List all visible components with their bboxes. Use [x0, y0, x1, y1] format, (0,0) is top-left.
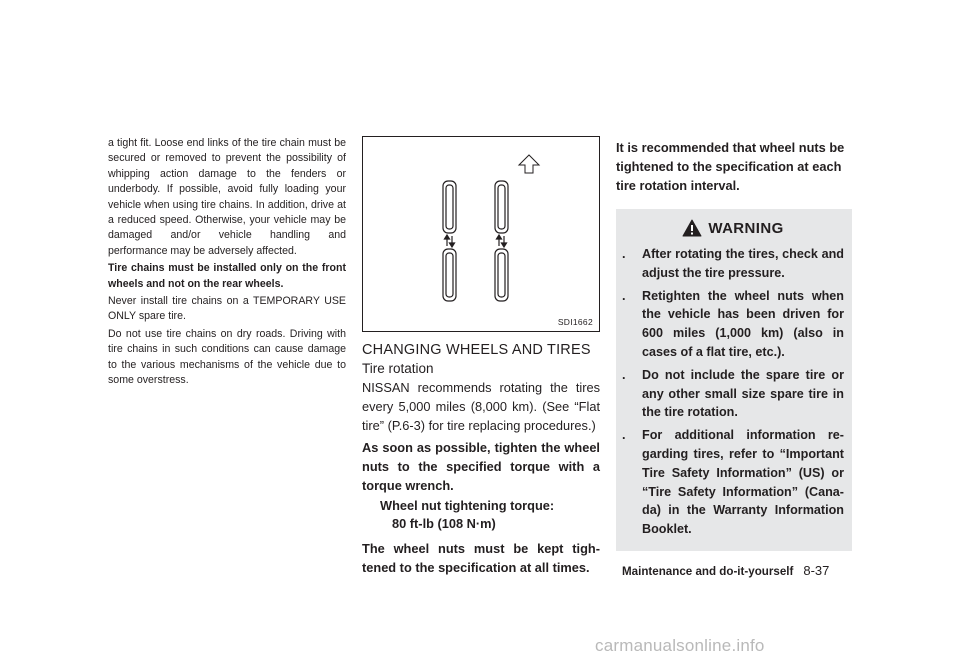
bullet: . [622, 428, 626, 443]
front-arrow-icon [519, 155, 539, 173]
front-wheels-warning: Tire chains must be installed only on the front wheels and not on the rear wheels. [108, 262, 346, 290]
watermark: carmanualsonline.info [595, 636, 765, 655]
warning-item-text: Retighten the wheel nuts when the vehicle has been driven for 600 miles (1,000 km) (also in cases of a flat tire, etc.). [642, 288, 844, 359]
warning-item-text: For additional information re-garding tires, refer to “Important Tire Safety Information” (US) or “Tire Safety Information” (Cana-da) in the Warranty Information Booklet. [642, 428, 844, 537]
tire-rotation-diagram [363, 137, 599, 331]
torque-label: Wheel nut tightening torque: [380, 498, 555, 514]
bullet: . [622, 247, 626, 261]
footer-section-name: Maintenance and do-it-yourself [622, 565, 794, 578]
warning-triangle-icon [682, 219, 702, 237]
tire-rotation-figure [362, 136, 600, 332]
chain-fit-paragraph: a tight fit. Loose end links of the tire chain must be secured or removed to prevent the possibility of whipping action damage to the fenders or underbody. If possible, avoid fully loading your vehicle when using tire chains. In addition, drive at a reduced speed. Otherwise, your vehicle may be damaged and/or vehicle handling and performance may be adversely affected. [108, 137, 346, 257]
swap-arrows-icon [445, 235, 507, 247]
page-number: 8-37 [803, 563, 830, 578]
rotation-recommendation: NISSAN recommends rotating the tires every 5,000 miles (8,000 km). (See “Flat tire” (P.6-3) for tire replacing procedures.) [362, 380, 600, 434]
warning-item [622, 245, 844, 283]
left-column [108, 136, 346, 391]
right-column [616, 138, 852, 551]
warning-item [622, 287, 844, 362]
interval-recommendation: It is recommended that wheel nuts be tightened to the specification at each tire rotation interval. [616, 140, 845, 193]
page-footer [622, 563, 829, 578]
middle-column [362, 136, 600, 580]
warning-header [622, 219, 844, 237]
warning-item-text: Do not include the spare tire or any other small size spare tire in the tire rotation. [642, 367, 844, 420]
bullet: . [622, 288, 626, 303]
spare-tire-note: Never install tire chains on a TEMPORARY USE ONLY spare tire. [108, 295, 346, 323]
tighten-instruction: As soon as possible, tighten the wheel nuts to the specified torque with a torque wrench. [362, 439, 600, 494]
warning-item [622, 366, 844, 422]
dry-roads-note: Do not use tire chains on dry roads. Driving with tire chains in such conditions can cause damage to the various mechanisms of the vehicle due to some overstress. [108, 327, 346, 387]
torque-value: 80 ft-lb (108 N·m) [392, 516, 496, 532]
section-title: CHANGING WHEELS AND TIRES [362, 342, 591, 358]
bullet: . [622, 367, 626, 382]
figure-code: SDI1662 [557, 317, 593, 327]
warning-item-text: After rotating the tires, check and adjust the tire pressure. [642, 247, 844, 280]
keep-tightened-note: The wheel nuts must be kept tigh-tened to the specification at all times. [362, 541, 600, 576]
warning-box [616, 209, 852, 551]
tire-icon [443, 181, 508, 301]
warning-title: WARNING [708, 219, 784, 237]
sub-title: Tire rotation [362, 361, 434, 376]
warning-item [622, 426, 844, 539]
